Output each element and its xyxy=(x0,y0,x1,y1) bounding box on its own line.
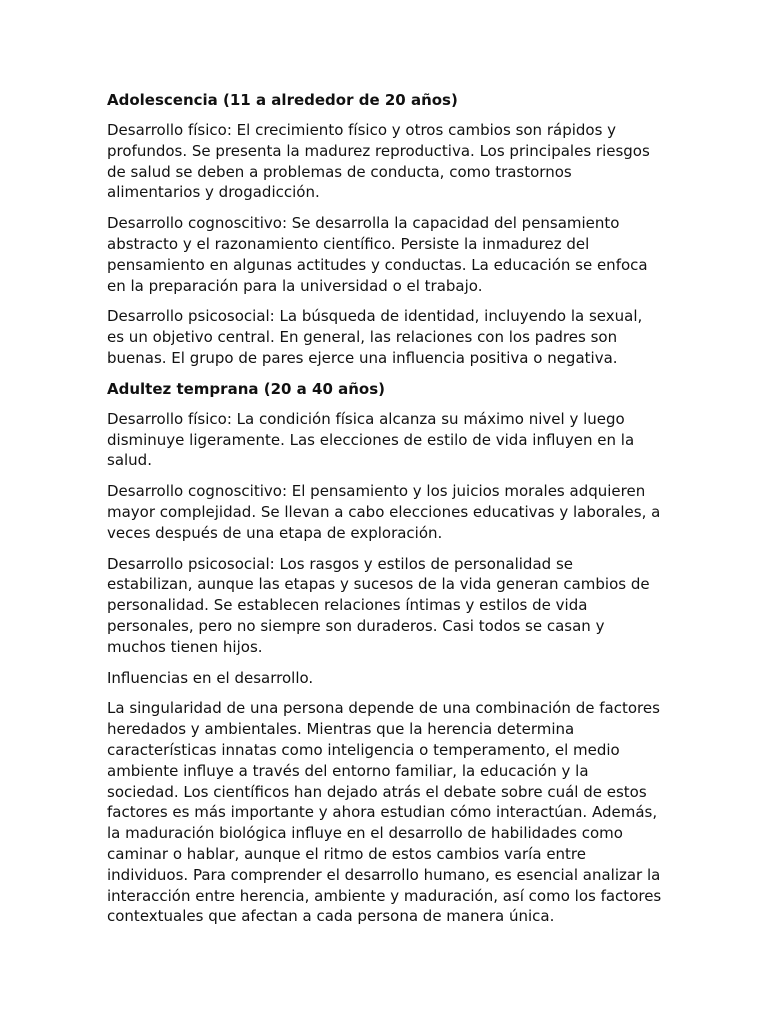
paragraph-adolescence-psychosocial: Desarrollo psicosocial: La búsqueda de identidad, incluyendo la sexual, es un objetivo central. En general, las relaciones con los padres son buenas. El grupo de pares ejerce una influencia positiva o negativa. xyxy=(107,307,643,367)
paragraph-adulthood-physical: Desarrollo físico: La condición física alcanza su máximo nivel y luego disminuye ligeramente. Las elecciones de estilo de vida influyen en la salud. xyxy=(107,409,635,470)
paragraph-adolescence-physical: Desarrollo físico: El crecimiento físico y otros cambios son rápidos y profundos. Se presenta la madurez reproductiva. Los principales riesgos de salud se deben a problemas de conducta, como trastornos alimentarios y drogadicción. xyxy=(107,121,650,202)
paragraph-adulthood-psychosocial: Desarrollo psicosocial: Los rasgos y estilos de personalidad se estabilizan, aunque las etapas y sucesos de la vida generan cambios de personalidad. Se establecen relaciones íntimas y estilos de vida personales, pero no siempre son duraderos. Casi todos se casan y muchos tienen hijos. xyxy=(107,554,650,656)
paragraph-adolescence-cognitive: Desarrollo cognoscitivo: Se desarrolla la capacidad del pensamiento abstracto y el razonamiento científico. Persiste la inmadurez del pensamiento en algunas actitudes y conductas. La educación se enfoca en la preparación para la universidad o el trabajo. xyxy=(107,214,648,295)
paragraph-influences-body: La singularidad de una persona depende de una combinación de factores heredados y ambientales. Mientras que la herencia determina características innatas como inteligencia o temperamento, el medio ambiente influye a través del entorno familiar, la educación y la sociedad. Los científicos han dejado atrás el debate sobre cuál de estos factores es más importante y ahora estudian cómo interactúan. Además, la maduración biológica influye en el desarrollo de habilidades como caminar o hablar, aunque el ritmo de estos cambios varía entre individuos. Para comprender el desarrollo humano, es esencial analizar la interacción entre herencia, ambiente y maduración, así como los factores contextuales que afectan a cada persona de manera única. xyxy=(107,699,662,926)
document-page xyxy=(107,90,662,937)
heading-early-adulthood: Adultez temprana (20 a 40 años) xyxy=(107,379,385,398)
paragraph-adulthood-cognitive: Desarrollo cognoscitivo: El pensamiento y los juicios morales adquieren mayor complejidad. Se llevan a cabo elecciones educativas y laborales, a veces después de una etapa de exploración. xyxy=(107,482,661,542)
heading-adolescence: Adolescencia (11 a alrededor de 20 años) xyxy=(107,91,458,109)
paragraph-influences-title: Influencias en el desarrollo. xyxy=(107,668,314,687)
